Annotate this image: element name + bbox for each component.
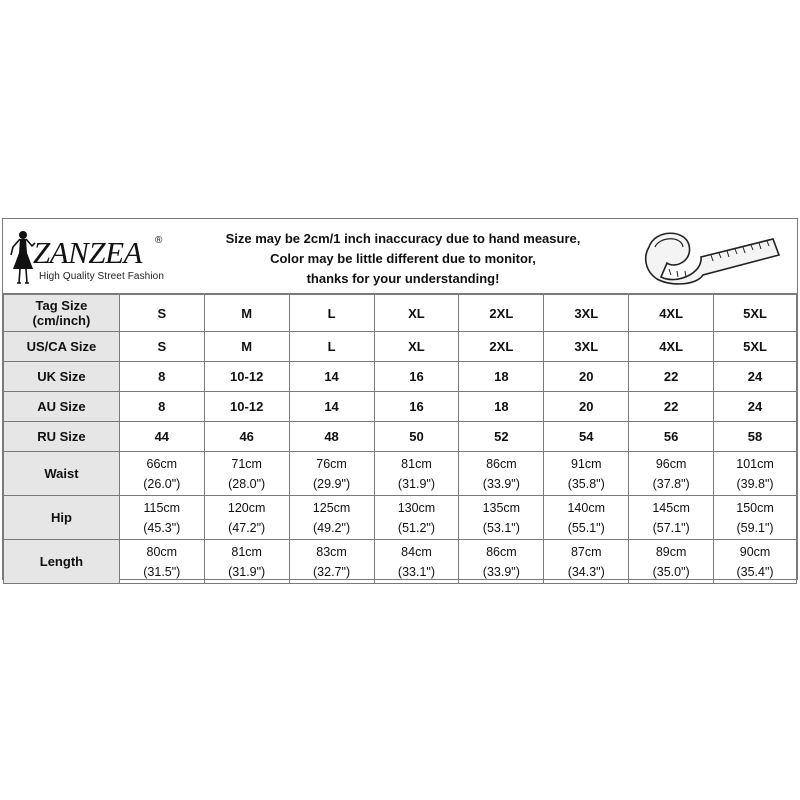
notice-line: Color may be little different due to monitor, <box>270 251 536 266</box>
size-cell: M <box>204 332 289 362</box>
size-cell: 16 <box>374 392 459 422</box>
inch-value: (31.5") <box>143 564 181 579</box>
inch-value: (39.8") <box>736 476 774 491</box>
size-cell: 14 <box>289 392 374 422</box>
table-row <box>4 422 797 452</box>
cm-value: 76cm <box>316 456 347 471</box>
size-cell: 44 <box>119 422 204 452</box>
inch-value: (33.1") <box>397 564 435 579</box>
cm-value: 81cm <box>231 544 262 559</box>
inch-value: (53.1") <box>482 520 520 535</box>
measurement-cell <box>289 496 374 540</box>
inch-value: (55.1") <box>567 520 605 535</box>
inch-value: (35.8") <box>567 476 605 491</box>
measurement-cell <box>204 452 289 496</box>
table-row <box>4 452 797 496</box>
inch-value: (35.4") <box>736 564 774 579</box>
cm-value: 115cm <box>143 500 181 515</box>
cm-value: 84cm <box>401 544 432 559</box>
size-cell: 20 <box>544 362 629 392</box>
cm-value: 135cm <box>482 500 521 515</box>
measurement-cell <box>204 496 289 540</box>
measurement-cell <box>119 496 204 540</box>
measurement-cell <box>204 540 289 584</box>
size-notice <box>193 229 613 289</box>
cm-value: 145cm <box>652 500 690 515</box>
size-cell: 18 <box>459 392 544 422</box>
measurement-cell <box>459 496 544 540</box>
row-header: Tag Size (cm/inch) <box>4 295 120 332</box>
row-header: AU Size <box>4 392 120 422</box>
inch-value: (49.2") <box>313 520 351 535</box>
measurement-cell <box>289 540 374 584</box>
row-header: Length <box>4 540 120 584</box>
table-row <box>4 540 797 584</box>
measurement-cell <box>714 496 797 540</box>
measurement-cell <box>714 540 797 584</box>
measurement-cell <box>374 540 459 584</box>
size-table <box>3 294 797 584</box>
inch-value: (26.0") <box>143 476 181 491</box>
inch-value: (57.1") <box>652 520 690 535</box>
size-cell: 4XL <box>629 332 714 362</box>
measurement-cell <box>459 540 544 584</box>
cm-value: 81cm <box>401 456 432 471</box>
table-row <box>4 295 797 332</box>
brand-logo <box>7 227 177 287</box>
size-cell: 2XL <box>459 332 544 362</box>
brand-tagline: High Quality Street Fashion <box>39 271 164 282</box>
registered-mark: ® <box>155 235 163 246</box>
size-cell: 5XL <box>714 295 797 332</box>
size-cell: 16 <box>374 362 459 392</box>
measurement-cell <box>544 540 629 584</box>
measurement-cell <box>119 452 204 496</box>
size-cell: L <box>289 295 374 332</box>
size-cell: 58 <box>714 422 797 452</box>
size-cell: 8 <box>119 392 204 422</box>
inch-value: (51.2") <box>397 520 435 535</box>
table-row <box>4 392 797 422</box>
row-header: Hip <box>4 496 120 540</box>
inch-value: (32.7") <box>313 564 351 579</box>
measurement-cell <box>629 452 714 496</box>
size-cell: 54 <box>544 422 629 452</box>
size-cell: S <box>119 332 204 362</box>
inch-value: (37.8") <box>652 476 690 491</box>
row-header: US/CA Size <box>4 332 120 362</box>
cm-value: 101cm <box>736 456 774 471</box>
size-cell: 20 <box>544 392 629 422</box>
table-row <box>4 496 797 540</box>
measurement-cell <box>714 452 797 496</box>
size-cell: 4XL <box>629 295 714 332</box>
inch-value: (33.9") <box>482 476 520 491</box>
table-row <box>4 362 797 392</box>
size-cell: 14 <box>289 362 374 392</box>
measurement-cell <box>459 452 544 496</box>
size-cell: L <box>289 332 374 362</box>
size-cell: S <box>119 295 204 332</box>
size-cell: 8 <box>119 362 204 392</box>
table-row <box>4 332 797 362</box>
size-cell: XL <box>374 332 459 362</box>
size-cell: 24 <box>714 392 797 422</box>
size-cell: 24 <box>714 362 797 392</box>
inch-value: (59.1") <box>736 520 774 535</box>
inch-value: (31.9") <box>397 476 435 491</box>
inch-value: (33.9") <box>482 564 520 579</box>
row-header: UK Size <box>4 362 120 392</box>
row-header: Waist <box>4 452 120 496</box>
size-chart <box>2 218 798 580</box>
size-cell: 46 <box>204 422 289 452</box>
size-cell: 48 <box>289 422 374 452</box>
cm-value: 89cm <box>655 544 687 559</box>
cm-value: 86cm <box>486 544 517 559</box>
cm-value: 150cm <box>736 500 774 515</box>
inch-value: (28.0") <box>228 476 266 491</box>
brand-name: ZANZEA <box>33 235 142 270</box>
cm-value: 87cm <box>570 544 602 559</box>
cm-value: 71cm <box>231 456 262 471</box>
measurement-cell <box>374 496 459 540</box>
inch-value: (34.3") <box>567 564 605 579</box>
measurement-cell <box>374 452 459 496</box>
size-cell: 10-12 <box>204 392 289 422</box>
cm-value: 90cm <box>739 544 771 559</box>
inch-value: (31.9") <box>228 564 266 579</box>
size-cell: 5XL <box>714 332 797 362</box>
size-cell: 56 <box>629 422 714 452</box>
size-cell: 52 <box>459 422 544 452</box>
cm-value: 80cm <box>146 544 178 559</box>
inch-value: (45.3") <box>143 520 181 535</box>
inch-value: (29.9") <box>313 476 351 491</box>
size-cell: 10-12 <box>204 362 289 392</box>
cm-value: 120cm <box>227 500 266 515</box>
chart-header <box>3 219 797 294</box>
measurement-cell <box>289 452 374 496</box>
cm-value: 66cm <box>146 456 178 471</box>
measurement-cell <box>544 496 629 540</box>
measuring-tape-icon <box>641 225 781 289</box>
notice-line: Size may be 2cm/1 inch inaccuracy due to hand measure, <box>225 231 581 246</box>
cm-value: 96cm <box>655 456 687 471</box>
size-cell: M <box>204 295 289 332</box>
size-cell: XL <box>374 295 459 332</box>
inch-value: (35.0") <box>652 564 690 579</box>
notice-line: thanks for your understanding! <box>306 271 500 286</box>
row-header: RU Size <box>4 422 120 452</box>
size-cell: 3XL <box>544 332 629 362</box>
cm-value: 91cm <box>570 456 602 471</box>
inch-value: (47.2") <box>228 520 266 535</box>
measurement-cell <box>629 540 714 584</box>
size-cell: 2XL <box>459 295 544 332</box>
measurement-cell <box>629 496 714 540</box>
cm-value: 125cm <box>312 500 351 515</box>
measurement-cell <box>544 452 629 496</box>
cm-value: 140cm <box>567 500 605 515</box>
size-cell: 22 <box>629 362 714 392</box>
size-cell: 3XL <box>544 295 629 332</box>
measurement-cell <box>119 540 204 584</box>
cm-value: 130cm <box>397 500 436 515</box>
size-cell: 22 <box>629 392 714 422</box>
size-cell: 18 <box>459 362 544 392</box>
size-cell: 50 <box>374 422 459 452</box>
cm-value: 86cm <box>486 456 517 471</box>
cm-value: 83cm <box>316 544 347 559</box>
